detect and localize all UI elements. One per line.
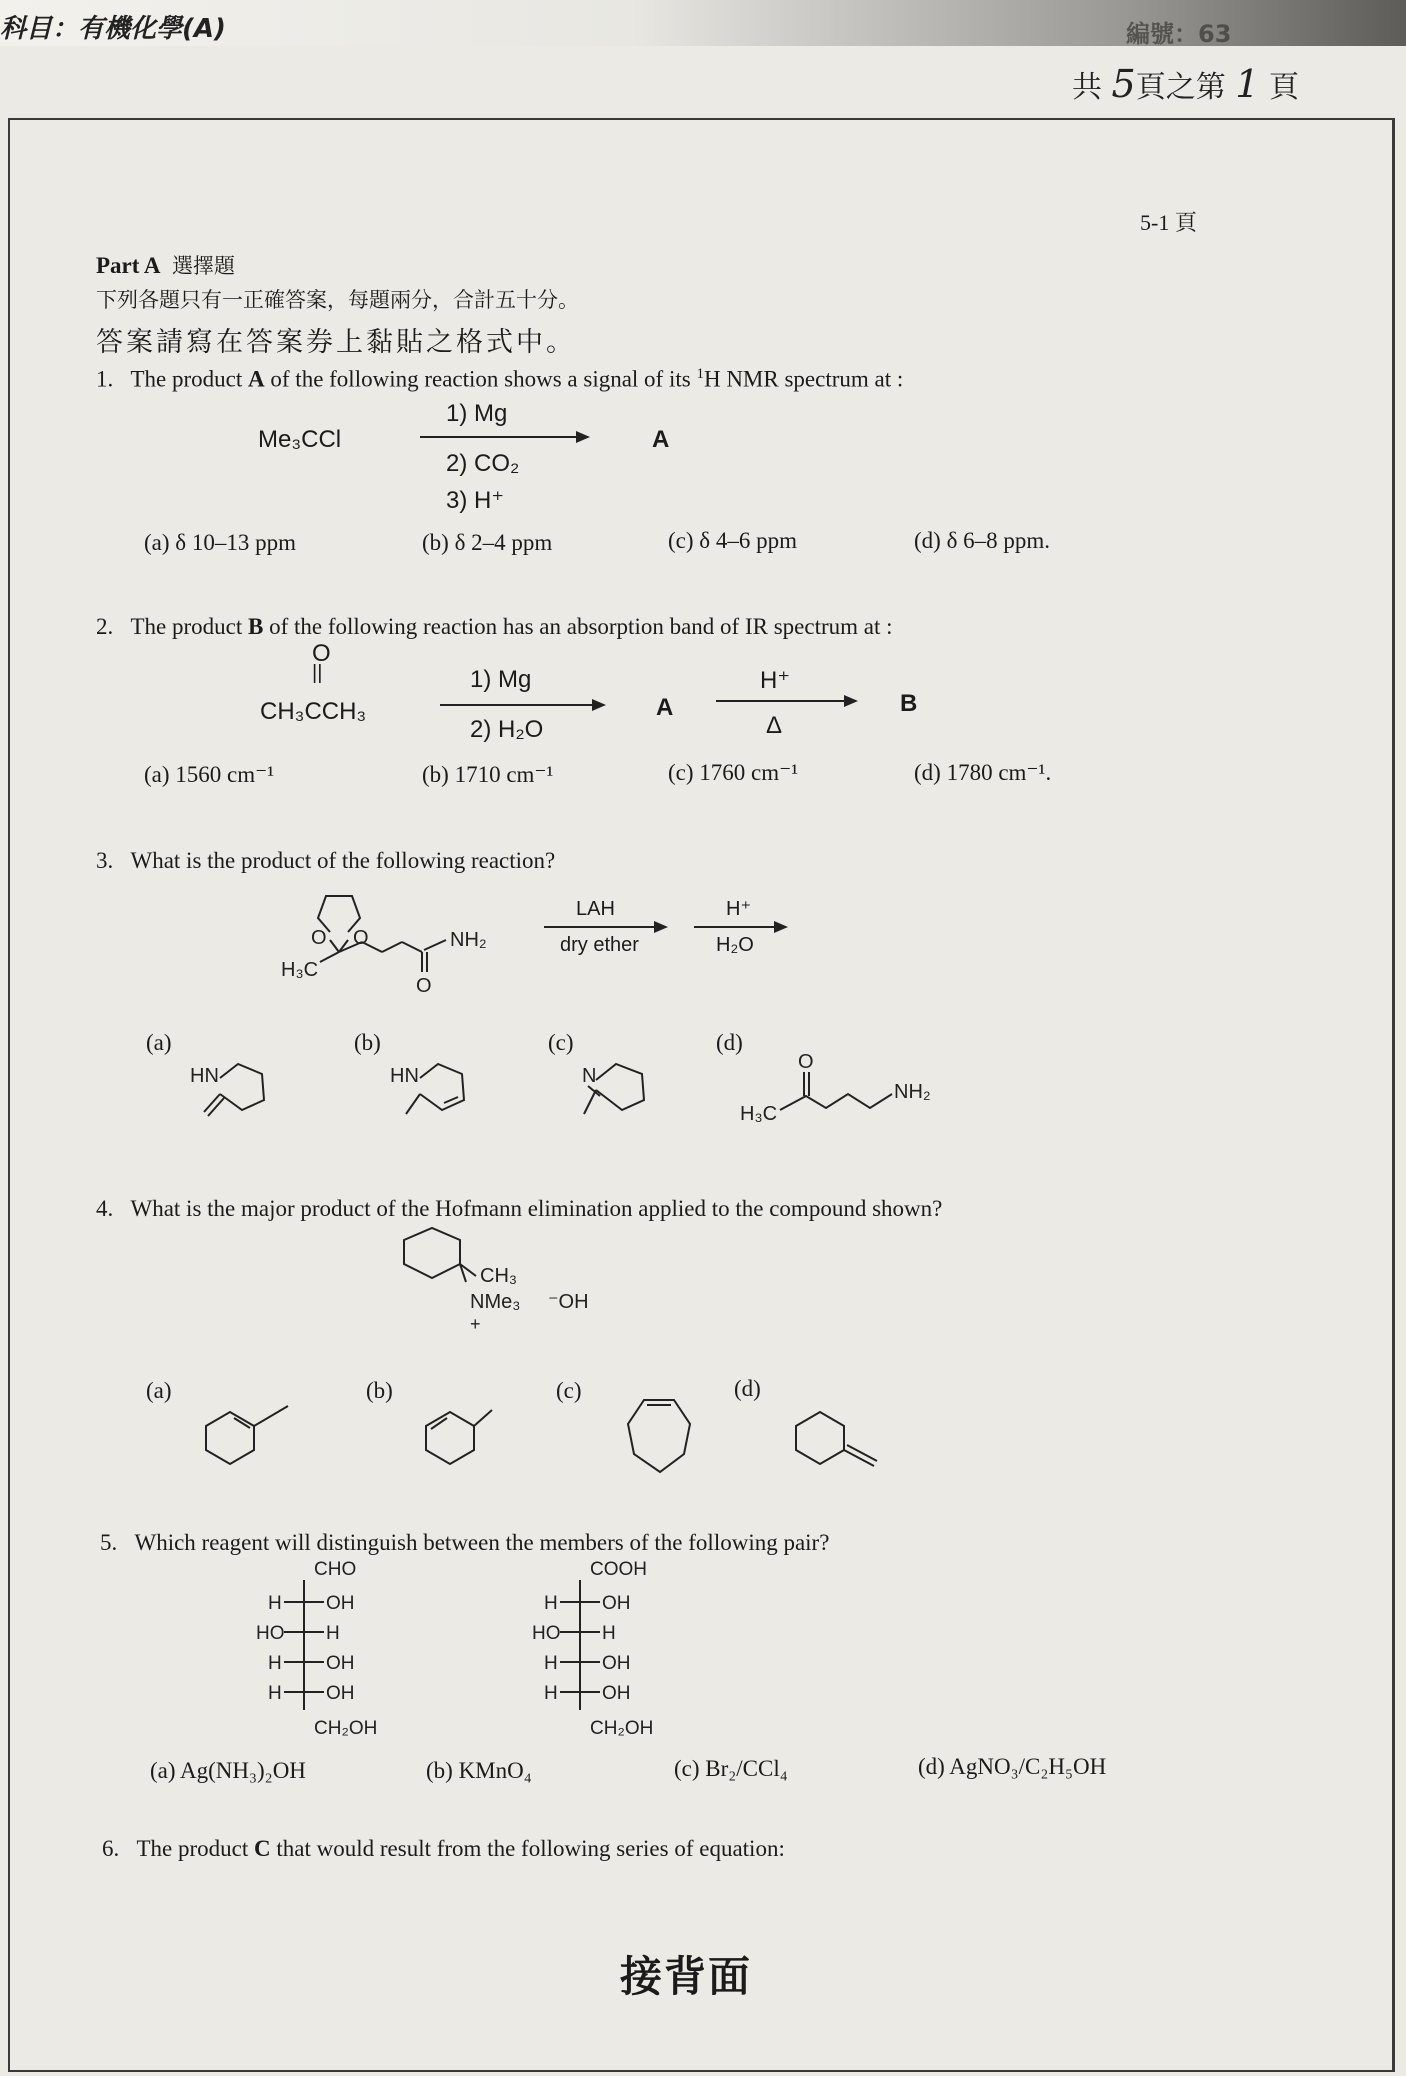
q3-option-c-structure: [572, 1050, 672, 1140]
svg-text:HO: HO: [532, 1623, 561, 1644]
svg-text:H₃C: H₃C: [740, 1103, 778, 1125]
svg-text:OH: OH: [326, 1683, 355, 1704]
q1-option-a: (a) δ 10–13 ppm: [144, 530, 297, 555]
exam-code: 編號：63: [1126, 20, 1232, 48]
q3-reagent1-top: LAH: [576, 898, 615, 920]
svg-text:OH: OH: [602, 1683, 631, 1704]
svg-text:H: H: [544, 1593, 558, 1614]
continue-on-back: 接背面: [620, 1952, 753, 2001]
svg-text:N: N: [582, 1065, 597, 1087]
q3-reactant-structure: [270, 880, 510, 1000]
q5-fischer-aldonic-acid: [532, 1558, 698, 1740]
question-4: 4. What is the major product of the Hofmann elimination applied to the compound shown?: [96, 1196, 943, 1221]
q3-reagent1-bottom: dry ether: [560, 934, 639, 956]
svg-text:O: O: [353, 927, 369, 949]
q3-reagent2-top: H⁺: [726, 898, 751, 920]
q5-fischer-aldose: [256, 1558, 422, 1740]
pages-total-handwritten: 5: [1111, 62, 1136, 106]
q5-option-d: (d) AgNO₃/C₂H₅OH: [918, 1754, 1107, 1779]
q4-option-c-structure: [616, 1392, 706, 1482]
q5-option-a: (a) Ag(NH₃)₂OH: [150, 1758, 306, 1783]
svg-text:OH: OH: [602, 1593, 631, 1614]
q3-option-d-label: (d): [716, 1030, 743, 1055]
svg-text:H: H: [268, 1593, 282, 1614]
svg-text:O: O: [311, 927, 327, 949]
q2-option-d: (d) 1780 cm⁻¹.: [914, 760, 1052, 785]
instruction-line-1: 下列各題只有一正確答案，每題兩分，合計五十分。: [96, 288, 579, 312]
svg-text:H₃C: H₃C: [281, 959, 319, 981]
q3-arrow-2: [694, 926, 786, 928]
question-1: 1. The product A of the following reaction shows a signal of its $^1$H NMR spectrum at :: [96, 366, 904, 392]
svg-text:NH₂: NH₂: [450, 929, 487, 951]
q1-reactant: Me₃CCl: [258, 426, 342, 453]
q5-option-c: (c) Br₂/CCl₄: [674, 1756, 788, 1781]
q4-option-a-structure: [200, 1396, 300, 1476]
q2-intermediate: A: [656, 694, 674, 721]
q2-reagent-bottom: 2) H₂O: [470, 716, 544, 743]
page-count: 共 5頁之第 1 頁: [1072, 62, 1300, 106]
q3-option-a-structure: [186, 1050, 286, 1140]
svg-text:HO: HO: [256, 1623, 285, 1644]
q4-option-b-structure: [420, 1396, 520, 1476]
subject-title: 科目：有機化學(A): [0, 14, 226, 44]
q3-option-c-label: (c): [548, 1030, 574, 1055]
q4-option-c-label: (c): [556, 1378, 582, 1403]
svg-text:⁻OH: ⁻OH: [548, 1291, 589, 1313]
svg-text:O: O: [798, 1051, 814, 1073]
q1-option-c: (c) δ 4–6 ppm: [668, 528, 798, 553]
svg-text:H: H: [602, 1623, 616, 1644]
q2-reagent2-bottom: Δ: [766, 712, 783, 739]
svg-text:H: H: [326, 1623, 340, 1644]
svg-text:H: H: [544, 1653, 558, 1674]
q1-product: A: [652, 426, 670, 453]
instruction-line-2: 答案請寫在答案券上黏貼之格式中。: [96, 327, 576, 358]
q4-option-d-label: (d): [734, 1376, 761, 1401]
q3-option-d-structure: [740, 1048, 980, 1128]
svg-text:OH: OH: [602, 1653, 631, 1674]
q2-option-c: (c) 1760 cm⁻¹: [668, 760, 799, 785]
page-current-handwritten: 1: [1235, 62, 1260, 106]
svg-text:CHO: CHO: [314, 1559, 357, 1580]
svg-text:HN: HN: [390, 1065, 419, 1087]
question-6: 6. The product C that would result from the following series of equation:: [102, 1836, 785, 1861]
q4-reactant-structure: [390, 1226, 620, 1336]
q2-arrow-1: [440, 704, 604, 706]
q2-option-a: (a) 1560 cm⁻¹: [144, 762, 275, 787]
question-3: 3. What is the product of the following reaction?: [96, 848, 556, 873]
svg-text:CH₃: CH₃: [480, 1265, 518, 1287]
q1-reagent-3: 3) H⁺: [446, 487, 505, 514]
q4-option-d-structure: [790, 1396, 900, 1476]
q1-option-d: (d) δ 6–8 ppm.: [914, 528, 1051, 553]
svg-text:CH₂OH: CH₂OH: [314, 1718, 378, 1739]
svg-text:CH₂OH: CH₂OH: [590, 1718, 654, 1739]
svg-text:NH₂: NH₂: [894, 1081, 931, 1103]
q1-reagent-1: 1) Mg: [446, 400, 508, 427]
q3-option-a-label: (a): [146, 1030, 172, 1055]
svg-text:NMe₃: NMe₃: [470, 1291, 521, 1313]
q1-arrow: [420, 436, 588, 438]
q2-reagent2-top: H⁺: [760, 667, 790, 694]
q2-option-b: (b) 1710 cm⁻¹: [422, 762, 554, 787]
svg-text:OH: OH: [326, 1653, 355, 1674]
svg-text:HN: HN: [190, 1065, 219, 1087]
q3-option-b-structure: [386, 1050, 486, 1140]
svg-text:H: H: [544, 1683, 558, 1704]
svg-text:H: H: [268, 1683, 282, 1704]
q2-double-bond: ||: [312, 662, 323, 684]
svg-text:COOH: COOH: [590, 1559, 647, 1580]
page-label: 5-1 頁: [1140, 210, 1197, 235]
q4-option-a-label: (a): [146, 1378, 172, 1403]
q3-option-b-label: (b): [354, 1030, 381, 1055]
question-5: 5. Which reagent will distinguish between the members of the following pair?: [100, 1530, 830, 1555]
svg-text:OH: OH: [326, 1593, 355, 1614]
q3-arrow-1: [544, 926, 666, 928]
svg-text:O: O: [416, 975, 432, 997]
q2-carbonyl-oxygen: O: [312, 640, 331, 667]
q2-reagent-top: 1) Mg: [470, 666, 532, 693]
q3-reagent2-bottom: H₂O: [716, 934, 754, 956]
question-2: 2. The product B of the following reaction has an absorption band of IR spectrum at :: [96, 614, 893, 639]
q4-option-b-label: (b): [366, 1378, 393, 1403]
q2-product: B: [900, 690, 918, 717]
q2-arrow-2: [716, 700, 856, 702]
q5-option-b: (b) KMnO₄: [426, 1758, 532, 1783]
svg-text:+: +: [470, 1314, 481, 1334]
q1-reagent-2: 2) CO₂: [446, 450, 520, 477]
q1-option-b: (b) δ 2–4 ppm: [422, 530, 553, 555]
part-heading: Part A 選擇題: [96, 253, 236, 278]
q2-reactant: CH₃CCH₃: [260, 698, 367, 725]
svg-text:H: H: [268, 1653, 282, 1674]
